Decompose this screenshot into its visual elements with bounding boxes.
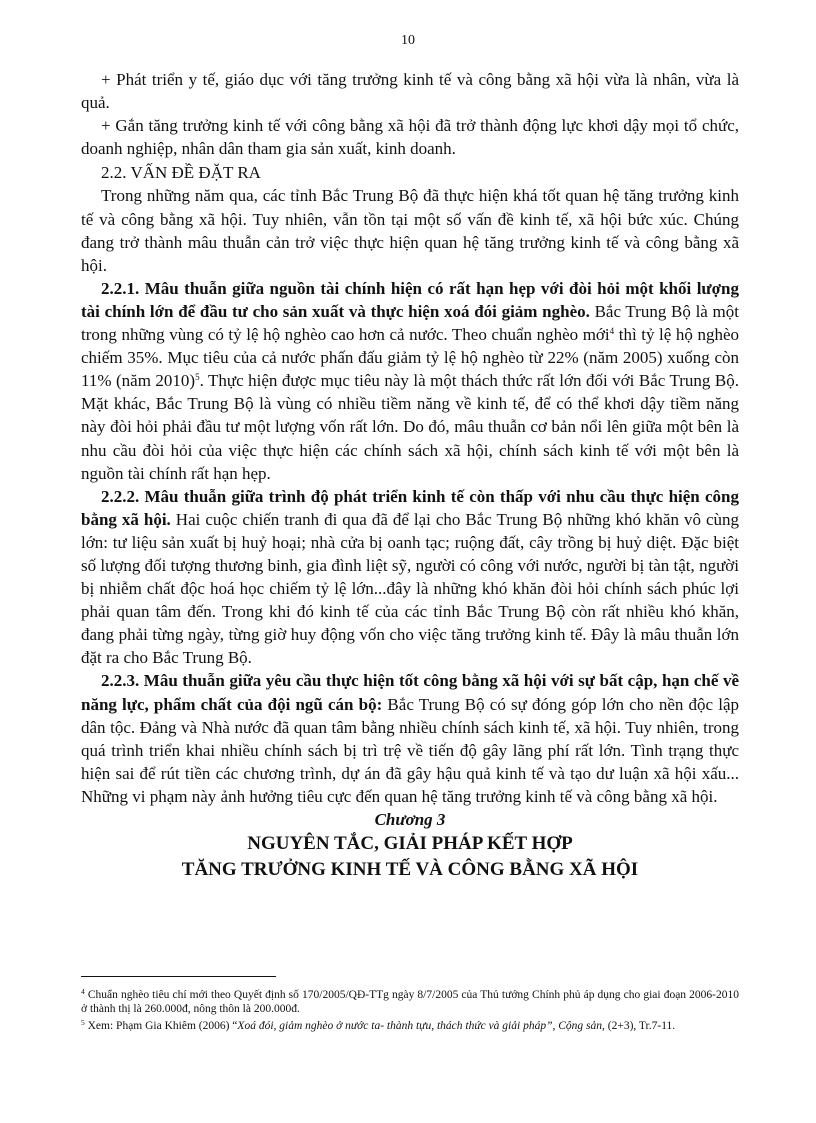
subsection-2-2-3-text: Bắc Trung Bộ có sự đóng góp lớn cho nền độc lập dân tộc. Đảng và Nhà nước đã quan tâm bằng nhiều chính sách kinh tế, xã hội. Tuy nhiên, trong quá trình triển khai nhiều chính sách bị trì trệ về tiến độ gây lãng phí rất lớn. Tình trạng thực hiện sai để rút tiền các chương trình, dự án đã gây hậu quả kinh tế và tạo dư luận xã hội xấu... Những vi phạm này ảnh hưởng tiêu cực đến quan hệ tăng trưởng kinh tế và công bằng xã hội.: [81, 694, 739, 806]
footnote-5-text-b: , (2+3), Tr.7-11.: [602, 1020, 676, 1033]
footnote-divider: [81, 976, 276, 977]
chapter-title-line-1: NGUYÊN TẮC, GIẢI PHÁP KẾT HỢP: [247, 833, 573, 855]
subsection-2-2-3-title: 2.2.3. Mâu thuẫn giữa yêu cầu thực hiện tốt công bằng xã hội với sự bất cập, hạn chế về năng lực, phẩm chất của đội ngũ cán bộ:: [81, 671, 739, 714]
footnote-4-text: Chuẩn nghèo tiêu chí mới theo Quyết định số 170/2005/QĐ-TTg ngày 8/7/2005 của Thủ tướng Chính phủ áp dụng cho giai đoạn 2006-2010 ở thành thị là 260.000đ, nông thôn là 200.000đ.: [81, 989, 739, 1016]
subsection-2-2-1-text-c: . Thực hiện được mục tiêu này là một thách thức rất lớn đối với Bắc Trung Bộ. Mặt khác, Bắc Trung Bộ là vùng có nhiều tiềm năng về kinh tế, để có thể khơi dậy tiềm năng này đòi hỏi phải đầu tư một lượng vốn rất lớn. Do đó, mâu thuẫn cơ bản nổi lên giữa một bên là nhu cầu đòi hỏi của việc thực hiện các chính sách xã hội, chính sách kinh tế với một bên là nguồn tài chính rất hạn hẹp.: [81, 371, 739, 483]
footnote-4: [81, 985, 739, 1016]
section-heading: 2.2. VẤN ĐỀ ĐẶT RA: [101, 163, 261, 183]
intro-item-2: + Gắn tăng trưởng kinh tế với công bằng xã hội đã trở thành động lực khơi dậy mọi tổ chức, doanh nghiệp, nhân dân tham gia sản xuất, kinh doanh.: [81, 116, 739, 159]
footnote-5-italic-title: Xoá đói, giảm nghèo ở nước ta- thành tựu, thách thức và giải pháp”, Cộng sản: [237, 1020, 602, 1033]
footnotes: [81, 985, 739, 1034]
footnote-5-text-a: Xem: Phạm Gia Khiêm (2006) “: [84, 1020, 238, 1033]
section-intro: Trong những năm qua, các tỉnh Bắc Trung Bộ đã thực hiện khá tốt quan hệ tăng trưởng kinh tế và công bằng xã hội. Tuy nhiên, vẫn tồn tại một số vấn đề kinh tế, xã hội bức xúc. Chúng đang trở thành mâu thuẫn cản trở việc thực hiện quan hệ tăng trưởng kinh tế và công bằng xã hội.: [81, 186, 739, 275]
subsection-2-2-1-text-b: thì tỷ lệ hộ nghèo chiếm 35%. Mục tiêu của cả nước phấn đấu giảm tỷ lệ hộ nghèo từ 22% (năm 2005) xuống còn 11% (năm 2010): [81, 325, 740, 391]
body-text: [81, 68, 739, 883]
chapter-label: Chương 3: [374, 810, 446, 829]
footnote-4-mark: 4: [81, 987, 85, 996]
subsection-2-2-1-text-a: Bắc Trung Bộ là một trong những vùng có tỷ lệ hộ nghèo cao hơn cả nước. Theo chuẩn nghèo mới: [81, 301, 739, 345]
subsection-2-2-2-title: 2.2.2. Mâu thuẫn giữa trình độ phát triển kinh tế còn thấp với nhu cầu thực hiện công bằng xã hội.: [81, 486, 739, 529]
chapter-title-line-2: TĂNG TRƯỞNG KINH TẾ VÀ CÔNG BẰNG XÃ HỘI: [181, 859, 639, 881]
subsection-2-2-1: [81, 277, 739, 485]
subsection-2-2-2-text: Hai cuộc chiến tranh đi qua đã để lại cho Bắc Trung Bộ những khó khăn vô cùng lớn: tư liệu sản xuất bị huỷ hoại; nhà cửa bị oanh tạc; ruộng đất, cây trồng bị huỷ diệt. Đặc biệt số lượng đối tượng thương binh, gia đình liệt sỹ, người có công với nước, người bị tàn tật, người bị nhiễm chất độc hoá học chiếm tỷ lệ lớn...đây là những khó khăn đòi hỏi chính sách phúc lợi phải quan tâm đến. Trong khi đó kinh tế của các tỉnh Bắc Trung Bộ còn rất nhiều khó khăn, đang phải từng ngày, từng giờ huy động vốn cho việc tăng trưởng kinh tế. Đây là mâu thuẫn lớn đặt ra cho Bắc Trung Bộ.: [81, 509, 739, 668]
subsection-2-2-2: [81, 485, 739, 670]
footnote-ref-5[interactable]: 5: [195, 372, 200, 383]
footnote-ref-4[interactable]: 4: [609, 326, 615, 337]
subsection-2-2-3: [81, 669, 739, 808]
page-number: 10: [401, 33, 415, 48]
intro-item-1: + Phát triển y tế, giáo dục với tăng trưởng kinh tế và công bằng xã hội vừa là nhân, vừa là quả.: [81, 70, 739, 113]
subsection-2-2-1-title: 2.2.1. Mâu thuẫn giữa nguồn tài chính hiện có rất hạn hẹp với đòi hỏi một khối lượng tài chính lớn để đầu tư cho sản xuất và thực hiện xoá đói giảm nghèo.: [81, 278, 739, 321]
footnote-5-mark: 5: [81, 1018, 85, 1028]
footnote-5: [81, 1016, 739, 1033]
